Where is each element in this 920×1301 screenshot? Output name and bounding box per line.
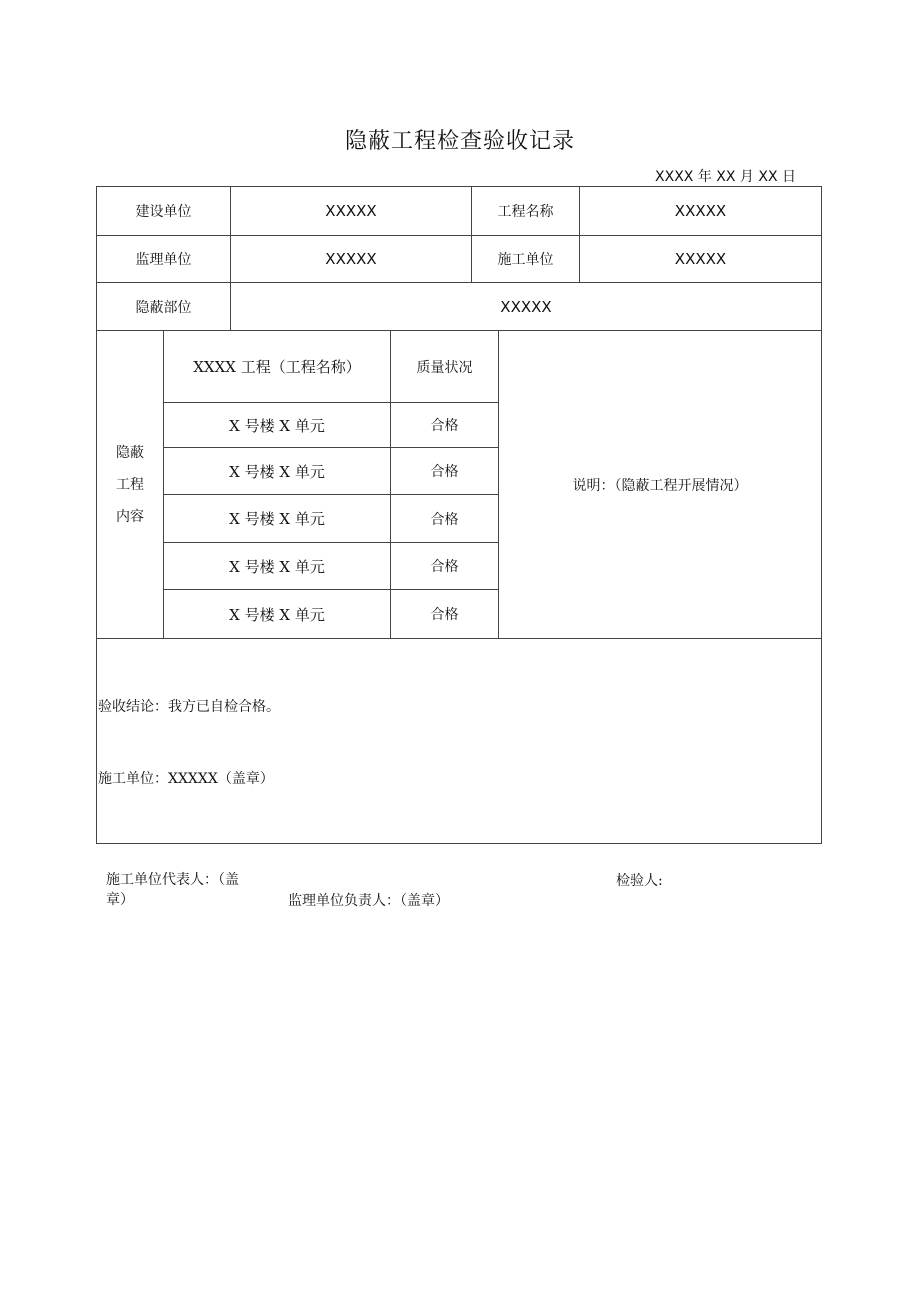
contractor-rep-line-1: 施工单位代表人：（盖 xyxy=(106,872,239,888)
inspector-label: 检验人: xyxy=(616,873,663,889)
section-label-line-2: 工程 xyxy=(116,476,144,493)
table-row-quality: 合格 xyxy=(430,511,459,528)
section-label-line-1: 隐蔽 xyxy=(116,444,144,461)
supervision-unit-label: 监理单位 xyxy=(135,252,192,268)
table-row-item: X 号楼 X 单元 xyxy=(229,605,325,624)
hidden-location-value: XXXXX xyxy=(500,297,552,316)
table-row-item: X 号楼 X 单元 xyxy=(229,462,325,481)
hidden-location-label: 隐蔽部位 xyxy=(135,299,192,316)
work-description-note: 说明：（隐蔽工程开展情况） xyxy=(572,477,748,494)
project-header: XXXX 工程（工程名称） xyxy=(193,358,361,376)
table-row-quality: 合格 xyxy=(430,418,459,434)
construction-unit-value: XXXXX xyxy=(325,202,377,220)
contractor-label: 施工单位 xyxy=(497,252,554,268)
record-date: XXXX 年 XX 月 XX 日 xyxy=(655,169,796,185)
contractor-value: XXXXX xyxy=(674,250,727,268)
table-row-quality: 合格 xyxy=(430,559,459,575)
contractor-seal-line: 施工单位：XXXXX（盖章） xyxy=(98,771,274,787)
hidden-work-content-label xyxy=(97,331,163,638)
project-name-value: XXXXX xyxy=(674,202,727,220)
table-row-item: X 号楼 X 单元 xyxy=(229,557,325,576)
supervision-unit-value: XXXXX xyxy=(325,250,377,268)
table-row-item: X 号楼 X 单元 xyxy=(229,510,325,528)
table-row-quality: 合格 xyxy=(430,607,459,623)
section-label-line-3: 内容 xyxy=(116,508,144,525)
quality-header: 质量状况 xyxy=(416,359,473,376)
project-name-label: 工程名称 xyxy=(497,204,554,220)
construction-unit-label: 建设单位 xyxy=(135,204,192,220)
contractor-rep-line-2: 章） xyxy=(106,892,134,908)
acceptance-conclusion: 验收结论：我方已自检合格。 xyxy=(98,699,280,715)
table-row-item: X 号楼 X 单元 xyxy=(229,416,325,435)
table-row-quality: 合格 xyxy=(430,464,459,480)
contractor-representative xyxy=(106,870,239,910)
supervisor-representative: 监理单位负责人：（盖章） xyxy=(288,893,449,909)
page-title: 隐蔽工程检查验收记录 xyxy=(344,129,575,154)
